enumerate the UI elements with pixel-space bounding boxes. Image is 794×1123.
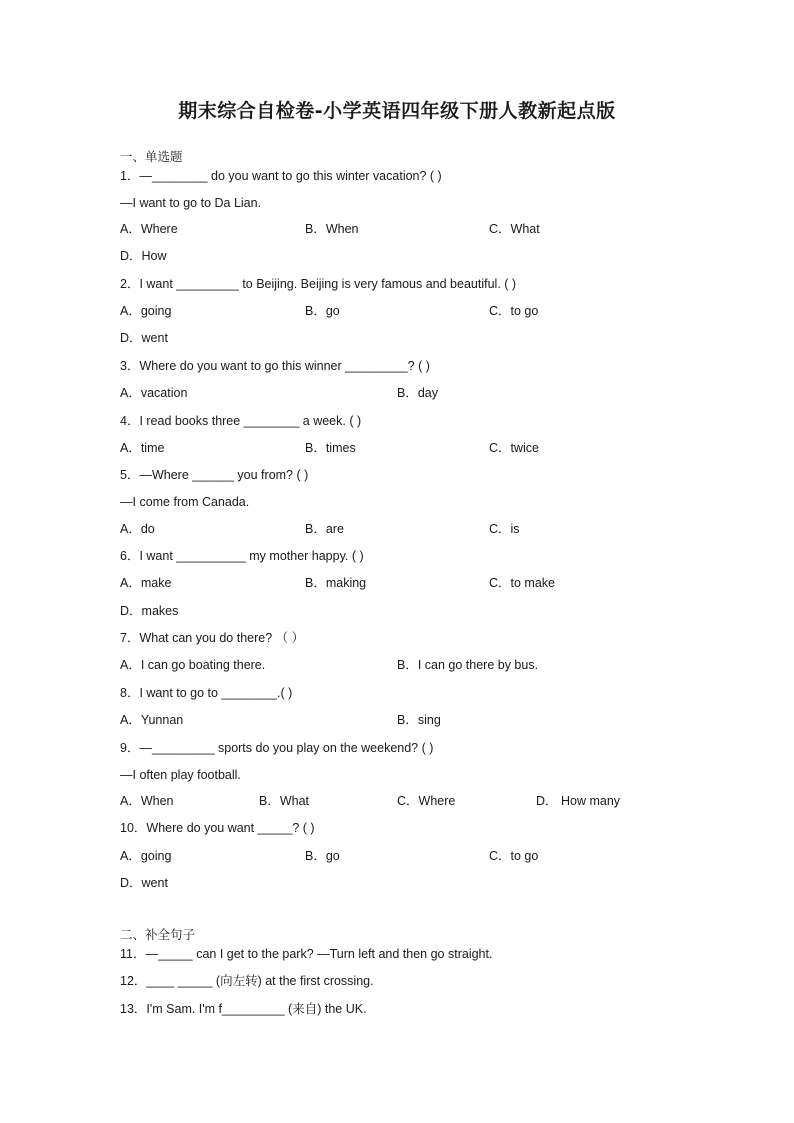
q4-option-a[interactable]: A．time (120, 441, 165, 455)
q4-option-b[interactable]: B．times (305, 441, 356, 455)
q2-option-c[interactable]: C．to go (489, 304, 539, 318)
q2-option-a[interactable]: A．going (120, 304, 172, 318)
q6-option-b[interactable]: B．making (305, 576, 367, 590)
q2-option-b[interactable]: B．go (305, 304, 340, 318)
q8-option-a[interactable]: A．Yunnan (120, 713, 184, 727)
question-1-answer-line: —I want to go to Da Lian. (120, 196, 262, 210)
q2-option-d[interactable]: D．went (120, 331, 168, 345)
q1-option-d[interactable]: D．How (120, 249, 167, 263)
q10-option-d[interactable]: D．went (120, 876, 168, 890)
question-3: 3．Where do you want to go this winner _________? ( ) (120, 359, 430, 373)
question-6: 6．I want __________ my mother happy. ( ) (120, 549, 364, 563)
q5-option-a[interactable]: A．do (120, 522, 155, 536)
q3-option-b[interactable]: B．day (397, 386, 438, 400)
question-12: 12．____ _____ (向左转) at the first crossing. (120, 974, 374, 988)
question-11: 11．—_____ can I get to the park? —Turn left and then go straight. (120, 947, 493, 961)
q6-option-a[interactable]: A．make (120, 576, 172, 590)
q7-option-a[interactable]: A．I can go boating there. (120, 658, 266, 672)
q3-option-a[interactable]: A．vacation (120, 386, 188, 400)
question-9: 9．—_________ sports do you play on the weekend? ( ) (120, 741, 434, 755)
q10-option-b[interactable]: B．go (305, 849, 340, 863)
q4-option-c[interactable]: C．twice (489, 441, 540, 455)
section-heading-complete-sentences: 二、补全句子 (120, 927, 196, 942)
question-2: 2．I want _________ to Beijing. Beijing is very famous and beautiful. ( ) (120, 277, 517, 291)
page-title: 期末综合自检卷-小学英语四年级下册人教新起点版 (178, 100, 616, 122)
q6-option-d[interactable]: D．makes (120, 604, 179, 618)
q5-option-b[interactable]: B．are (305, 522, 344, 536)
q1-option-a[interactable]: A．Where (120, 222, 178, 236)
question-10: 10．Where do you want _____? ( ) (120, 821, 315, 835)
question-7: 7．What can you do there? （ ） (120, 631, 305, 645)
q6-option-c[interactable]: C．to make (489, 576, 555, 590)
q1-option-c[interactable]: C．What (489, 222, 540, 236)
q10-option-a[interactable]: A．going (120, 849, 172, 863)
q9-option-b[interactable]: B．What (259, 794, 310, 808)
question-13: 13．I'm Sam. I'm f_________ (来自) the UK. (120, 1002, 367, 1016)
q5-option-c[interactable]: C．is (489, 522, 520, 536)
q9-option-a[interactable]: A．When (120, 794, 174, 808)
question-5: 5．—Where ______ you from? ( ) (120, 468, 309, 482)
question-4: 4．I read books three ________ a week. ( ) (120, 414, 362, 428)
q10-option-c[interactable]: C．to go (489, 849, 539, 863)
question-9-answer-line: —I often play football. (120, 768, 241, 782)
question-1: 1．—________ do you want to go this winter vacation? ( ) (120, 169, 442, 183)
question-5-answer-line: —I come from Canada. (120, 495, 250, 509)
q8-option-b[interactable]: B．sing (397, 713, 441, 727)
q9-option-c[interactable]: C．Where (397, 794, 456, 808)
q1-option-b[interactable]: B．When (305, 222, 359, 236)
q9-option-d[interactable]: D． How many (536, 794, 621, 808)
q7-option-b[interactable]: B．I can go there by bus. (397, 658, 539, 672)
question-8: 8．I want to go to ________.( ) (120, 686, 293, 700)
section-heading-single-choice: 一、单选题 (120, 149, 183, 164)
